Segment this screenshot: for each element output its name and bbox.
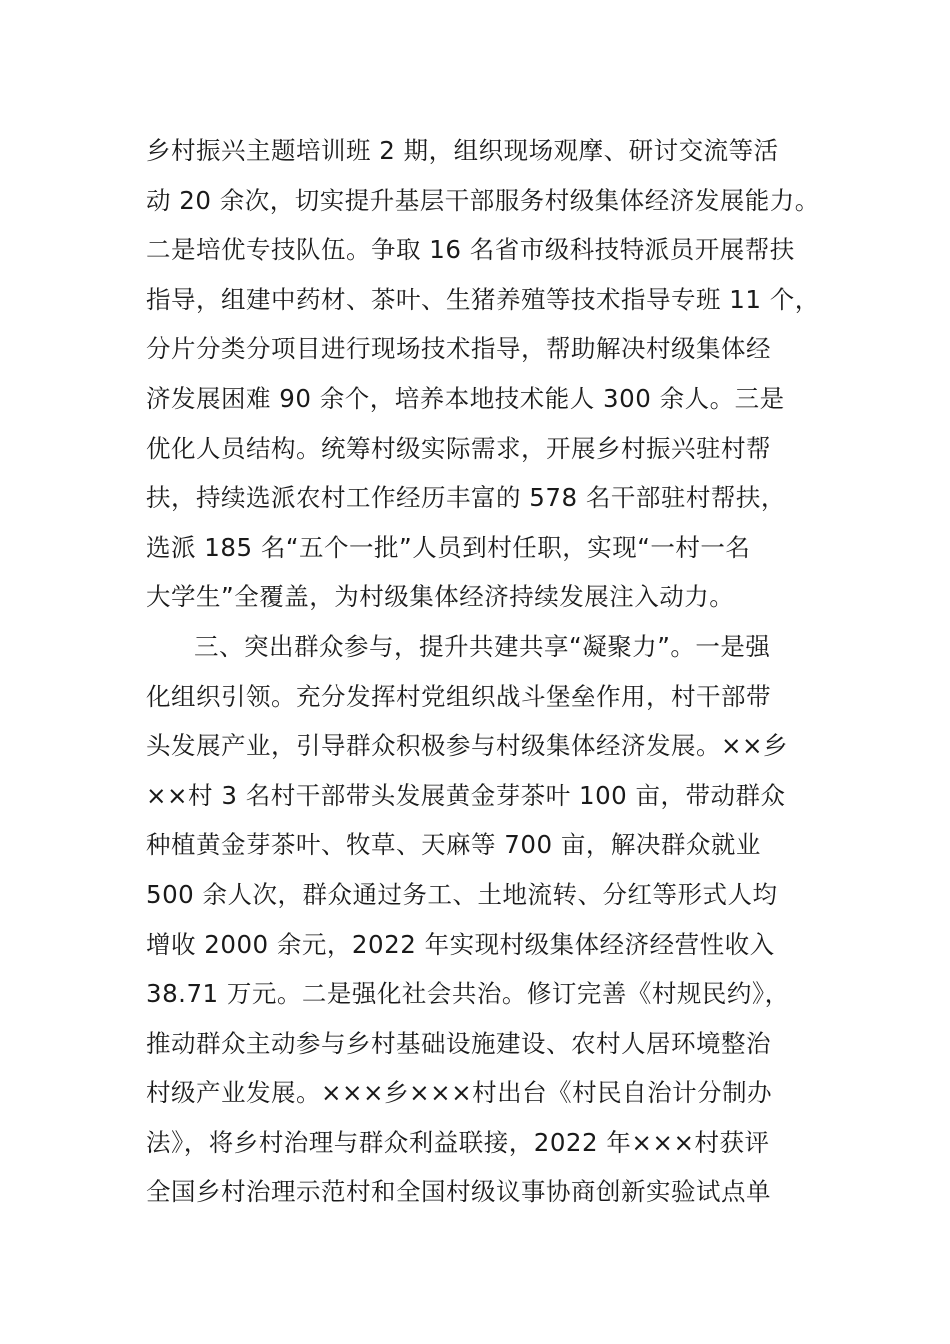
- text-line: 500 余人次，群众通过务工、土地流转、分红等形式人均: [146, 879, 778, 909]
- text-line: 指导，组建中药材、茶叶、生猪养殖等技术指导专班 11 个，: [146, 284, 820, 314]
- text-line: 种植黄金芽茶叶、牧草、天麻等 700 亩，解决群众就业: [146, 830, 761, 860]
- text-line: 动 20 余次，切实提升基层干部服务村级集体经济发展能力。: [146, 185, 820, 215]
- text-line: 优化人员结构。统筹村级实际需求，开展乡村振兴驻村帮: [146, 433, 771, 463]
- text-line: ××村 3 名村干部带头发展黄金芽茶叶 100 亩，带动群众: [146, 780, 786, 810]
- text-line: 选派 185 名“五个一批”人员到村任职，实现“一村一名: [146, 532, 751, 562]
- text-line: 村级产业发展。×××乡×××村出台《村民自治计分制办: [146, 1078, 773, 1108]
- text-line: 38.71 万元。二是强化社会共治。修订完善《村规民约》，: [146, 979, 790, 1009]
- text-line: 推动群众主动参与乡村基础设施建设、农村人居环境整治: [146, 1028, 771, 1058]
- text-line: 济发展困难 90 余个，培养本地技术能人 300 余人。三是: [146, 383, 785, 413]
- text-line: 化组织引领。充分发挥村党组织战斗堡垒作用，村干部带: [146, 681, 771, 711]
- text-line: 大学生”全覆盖，为村级集体经济持续发展注入动力。: [146, 582, 735, 612]
- text-line: 法》，将乡村治理与群众利益联接，2022 年×××村获评: [146, 1127, 770, 1157]
- body-text: [146, 126, 836, 1217]
- text-line: 乡村振兴主题培训班 2 期，组织现场观摩、研讨交流等活: [146, 136, 779, 165]
- text-line: 全国乡村治理示范村和全国村级议事协商创新实验试点单: [146, 1177, 771, 1207]
- text-line: 扶，持续选派农村工作经历丰富的 578 名干部驻村帮扶，: [146, 483, 786, 513]
- text-line: 二是培优专技队伍。争取 16 名省市级科技特派员开展帮扶: [146, 235, 795, 265]
- text-line: 分片分类分项目进行现场技术指导，帮助解决村级集体经: [146, 334, 771, 364]
- section-heading-line: 三、突出群众参与，提升共建共享“凝聚力”。一是强: [194, 631, 771, 661]
- text-line: 头发展产业，引导群众积极参与村级集体经济发展。××乡: [146, 731, 789, 761]
- text-line: 增收 2000 余元，2022 年实现村级集体经济经营性收入: [146, 929, 775, 959]
